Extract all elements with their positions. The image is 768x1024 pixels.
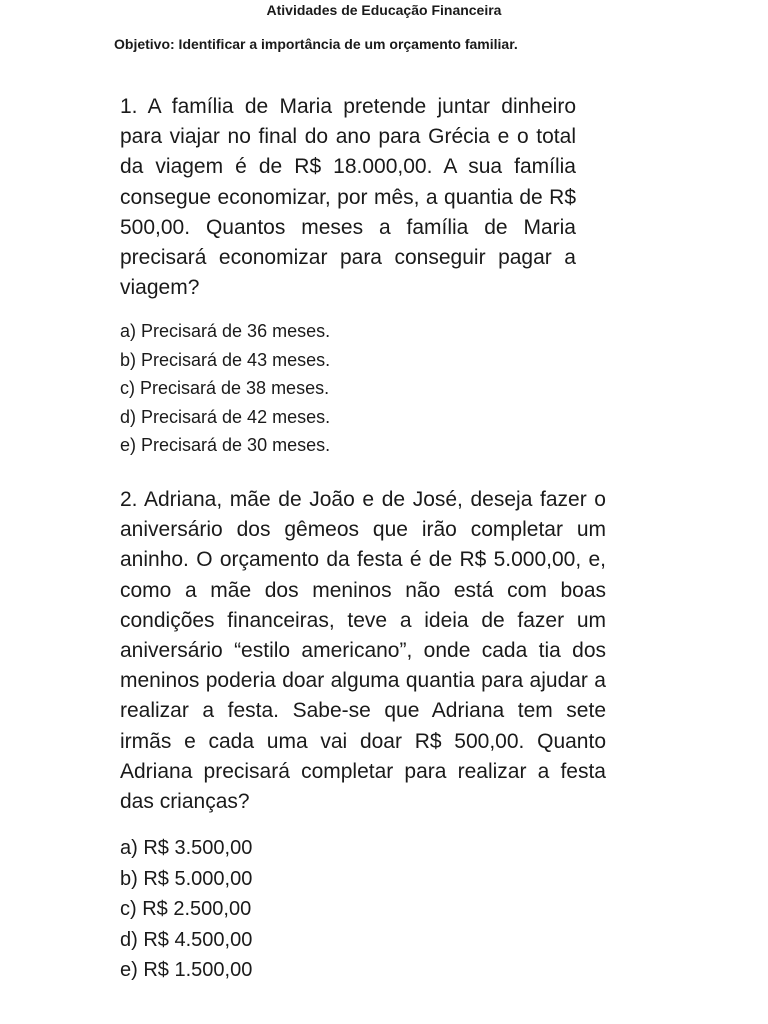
question-2-option-e: e) R$ 1.500,00 — [120, 959, 253, 982]
question-1-options — [120, 317, 576, 460]
question-2-option-b: b) R$ 5.000,00 — [120, 867, 253, 890]
question-1-option-c: c) Precisará de 38 meses. — [120, 378, 330, 399]
question-2-option-c: c) R$ 2.500,00 — [120, 898, 252, 921]
question-1 — [120, 92, 576, 460]
question-2-options — [120, 833, 606, 986]
question-2-text: 2. Adriana, mãe de João e de José, deseja fazer o aniversário dos gêmeos que irão completar um aninho. O orçamento da festa é de R$ 5.000,00, e, como a mãe dos meninos não está com boas condições financeiras, teve a ideia de fazer um aniversário “estilo americano”, onde cada tia dos meninos poderia doar alguma quantia para ajudar a realizar a festa. Sabe-se que Adriana tem sete irmãs e cada uma vai doar R$ 500,00. Quanto Adriana precisará completar para realizar a festa das crianças? — [120, 488, 606, 814]
question-1-option-a: a) Precisará de 36 meses. — [120, 321, 331, 342]
question-2-option-a: a) R$ 3.500,00 — [120, 837, 253, 860]
objective-line: Objetivo: Identificar a importância de um orçamento familiar. — [114, 36, 518, 52]
page-title: Atividades de Educação Financeira — [266, 2, 502, 18]
question-2-option-d: d) R$ 4.500,00 — [120, 928, 253, 951]
question-1-option-e: e) Precisará de 30 meses. — [120, 435, 331, 456]
question-2 — [120, 485, 606, 986]
question-1-option-d: d) Precisará de 42 meses. — [120, 406, 331, 427]
question-1-option-b: b) Precisará de 43 meses. — [120, 349, 331, 370]
question-1-text: 1. A família de Maria pretende juntar dinheiro para viajar no final do ano para Grécia e o total da viagem é de R$ 18.000,00. A sua família consegue economizar, por mês, a quantia de R$ 500,00. Quantos meses a família de Maria precisará economizar para conseguir pagar a viagem? — [120, 95, 576, 300]
